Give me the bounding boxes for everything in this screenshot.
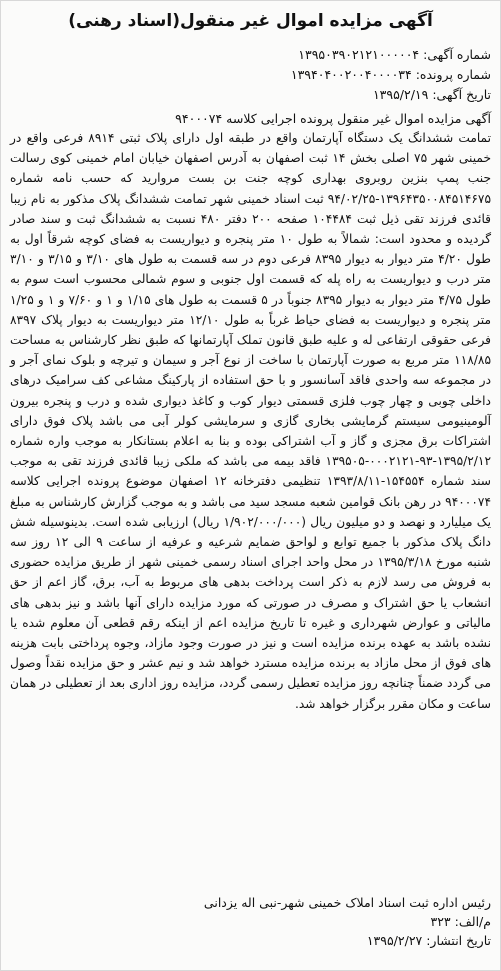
- publish-date: تاریخ انتشار: ۱۳۹۵/۲/۲۷: [366, 933, 491, 948]
- notice-title: آگهی مزایده اموال غیر منقول(اسناد رهنی): [68, 11, 433, 31]
- notice-subheading: آگهی مزایده اموال غیر منقول پرونده اجرایی کلاسه ۹۴۰۰۰۷۴: [175, 111, 491, 126]
- notice-meta: [11, 45, 491, 105]
- file-number: شماره پرونده: ۱۳۹۴۰۴۰۰۲۰۰۴۰۰۰۰۳۴: [290, 67, 491, 82]
- notice-footer: [11, 893, 491, 950]
- notice-number: شماره آگهی: ۱۳۹۵۰۳۹۰۲۱۲۱۰۰۰۰۰۴: [298, 47, 491, 62]
- reference-number: م/الف: ۳۲۳: [430, 914, 491, 929]
- signatory: رئیس اداره ثبت اسناد املاک خمینی شهر-نبی اله یزدانی: [203, 895, 491, 910]
- notice-body: تمامت ششدانگ یک دستگاه آپارتمان واقع در طبقه اول دارای پلاک ثبتی ۸۹۱۴ فرعی واقع در خمینی شهر ۷۵ اصلی بخش ۱۴ ثبت اصفهان به آدرس اصفهان خیابان امام خمینی کوی رسالت جنب پمپ بنزین روبروی بهداری کوچه جنت بن بست مروارید که حسب نامه شماره ۱۳۹۶۴۳۵۰۰۸۴۵۱۴۶۷۵-۹۴/۰۲/۲۵ ثبت اسناد خمینی شهر تمامت ششدانگ پلاک مذکور به نام زیبا قائدی فرزند تقی ذیل ثبت ۱۰۴۴۸۴ صفحه ۲۰۰ دفتر ۴۸۰ نسبت به ششدانگ ثبت و سند صادر گردیده و محدود است: شمالاً به طول ۱۰ متر پنجره و دیواریست به فضای کوچه شرقاً اول به طول ۴/۲۰ متر دیوار به دیوار ۸۳۹۵ فرعی دوم در سه قسمت به طول های ۳/۱۰ و ۳/۱۵ و ۳/۱۰ متر درب و دیواریست به راه پله که قسمت اول جنوبی و سوم شمالی محسوب است سوم به طول ۴/۷۵ متر دیوار به دیوار ۸۳۹۵ جنوباً در ۵ قسمت به طول های ۱/۱۵ و ۱ و ۷/۶۰ و ۱ و ۱/۲۵ متر پنجره و دیواریست به فضای حیاط غرباً به طول ۱۲/۱۰ متر دیواریست به دیوار پلاک ۸۳۹۷ فرعی حقوقی ارتفاعی له و علیه طبق قانون تملک آپارتمانها که طبق نظر کارشناس به مساحت ۱۱۸/۸۵ متر مربع به صورت آپارتمان با ساخت از نوع آجر و سیمان و تیرچه و بلوک نمای آجر و در مجموعه سه واحدی فاقد آسانسور و با حق استفاده از پارکینگ مشاعی کف سرامیک درهای داخلی چوبی و چهار چوب فلزی قسمتی دیوار کوب و کاغذ دیواری شده و درب و پنجره بیرون آلومینیومی سیستم گرمایشی بخاری گازی و سرمایشی کولر آبی می باشد پلاک فوق دارای اشتراکات برق مجزی و گاز و آب اشتراکی بوده و بنا به اعلام بستانکار به موجب واره شماره ۱۳۹۵/۲/۱۲-۹۳-۰۰۰۲۱۲۱-۱۳۹۵۰۵ فاقد بیمه می باشد که ملکی زیبا قائدی فرزند تقی به موجب سند شماره ۱۵۴۵۵۴-۱۳۹۳/۸/۱۱ تنظیمی دفترخانه ۱۲ اصفهان موضوع پرونده اجرایی کلاسه ۹۴۰۰۰۷۴ در رهن بانک قوامین شعبه مسجد سید می باشد و به موجب گزارش کارشناس به مبلغ یک میلیارد و نهصد و دو میلیون ریال (۱/۹۰۲/۰۰۰/۰۰۰ ریال) ارزیابی شده است. بدینوسیله شش دانگ پلاک مذکور با جمیع توابع و لواحق ضمایم شرعیه و عرفیه از ساعت ۹ الی ۱۲ روز سه شنبه مورخ ۱۳۹۵/۳/۱۸ در محل واحد اجرای اسناد رسمی خمینی شهر از طریق مزایده حضوری به فروش می رسد لازم به ذکر است پرداخت بدهی های مربوط به آب، برق، گاز اعم از حق انشعاب یا حق اشتراک و مصرف در صورتی که مورد مزایده دارای آنها باشد و نیز بدهی های مالیاتی و عوارض شهرداری و غیره تا تاریخ مزایده اعم از اینکه رقم قطعی آن معلوم شده یا نشده باشد به عهده برنده مزایده است و نیز در صورت وجود مازاد، وجوه پرداختی بابت هزینه های فوق از محل مازاد به برنده مزایده مسترد خواهد شد و نیم عشر و حق مزایده نقداً وصول می گردد ضمناً چنانچه روز مزایده تعطیل رسمی گردد، مزایده روز اداری بعد از تعطیلی در همان ساعت و مکان مقرر برگزار خواهد شد.: [10, 131, 492, 711]
- notice-date: تاریخ آگهی: ۱۳۹۵/۲/۱۹: [372, 87, 491, 102]
